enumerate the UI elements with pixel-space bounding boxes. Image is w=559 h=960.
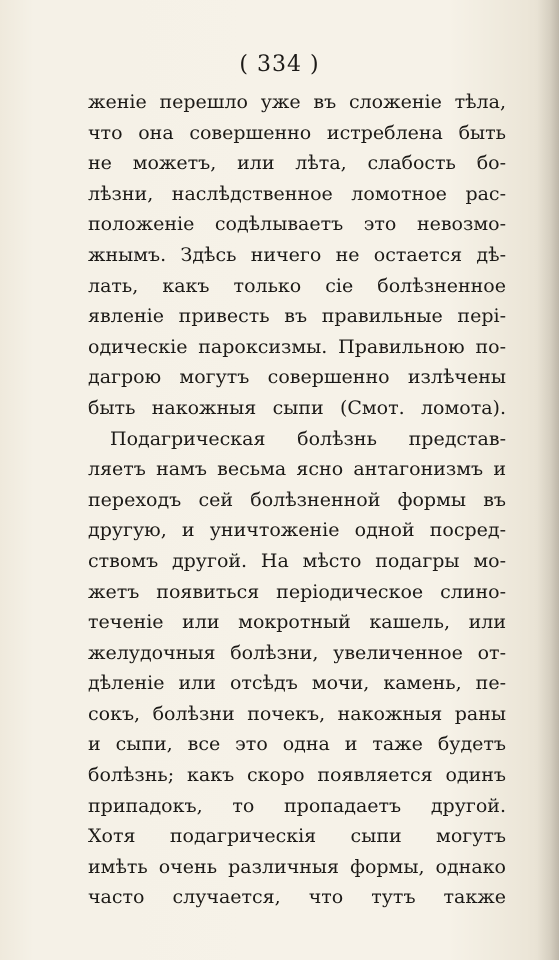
text-line: теченіе или мокротный кашель, или	[88, 611, 506, 634]
text-line: лѣзни, наслѣдственное ломотное рас-	[88, 182, 506, 205]
text-line: положеніе содѣлываетъ это невозмо-	[88, 213, 506, 236]
page-edge-shadow	[537, 0, 559, 960]
text-line: Хотя подагрическія сыпи могутъ	[88, 825, 506, 848]
text-line: одическіе пароксизмы. Правильною по-	[88, 335, 506, 358]
text-line: и сыпи, все это одна и таже будетъ	[88, 733, 506, 756]
text-line: дагрою могутъ совершенно излѣчены	[88, 366, 506, 389]
text-line: женіе перешло уже въ сложеніе тѣла,	[88, 91, 506, 113]
text-line: припадокъ, то пропадаетъ другой.	[88, 794, 506, 817]
text-line: быть накожныя сыпи (Смот. ломота).	[88, 396, 506, 419]
text-line: болѣзнь; какъ скоро появляется одинъ	[88, 764, 506, 787]
text-line: что она совершенно истреблена быть	[88, 121, 506, 144]
text-line: имѣть очень различныя формы, однако	[88, 855, 506, 878]
text-line: желудочныя болѣзни, увеличенное от-	[88, 641, 506, 664]
text-line: часто случается, что тутъ также	[88, 886, 506, 909]
page-number: ( 334 )	[239, 52, 320, 77]
text-line: другую, и уничтоженіе одной посред-	[88, 519, 506, 542]
text-line: не можетъ, или лѣта, слабость бо-	[88, 152, 506, 175]
text-line: переходъ сей болѣзненной формы въ	[88, 488, 506, 511]
text-line: явленіе привесть въ правильные пері-	[88, 305, 506, 328]
text-line: ствомъ другой. На мѣсто подагры мо-	[88, 549, 506, 572]
body-text	[88, 87, 506, 913]
text-line: дѣленіе или отсѣдъ мочи, камень, пе-	[88, 672, 506, 695]
text-line: жнымъ. Здѣсь ничего не остается дѣ-	[88, 243, 506, 266]
text-line: сокъ, болѣзни почекъ, накожныя раны	[88, 702, 506, 725]
text-line: жетъ появиться періодическое слино-	[88, 580, 506, 603]
text-line: Подагрическая болѣзнь представ-	[110, 427, 506, 450]
text-line: ляетъ намъ весьма ясно антагонизмъ и	[88, 458, 506, 481]
text-line: лать, какъ только сіе болѣзненное	[88, 274, 506, 297]
